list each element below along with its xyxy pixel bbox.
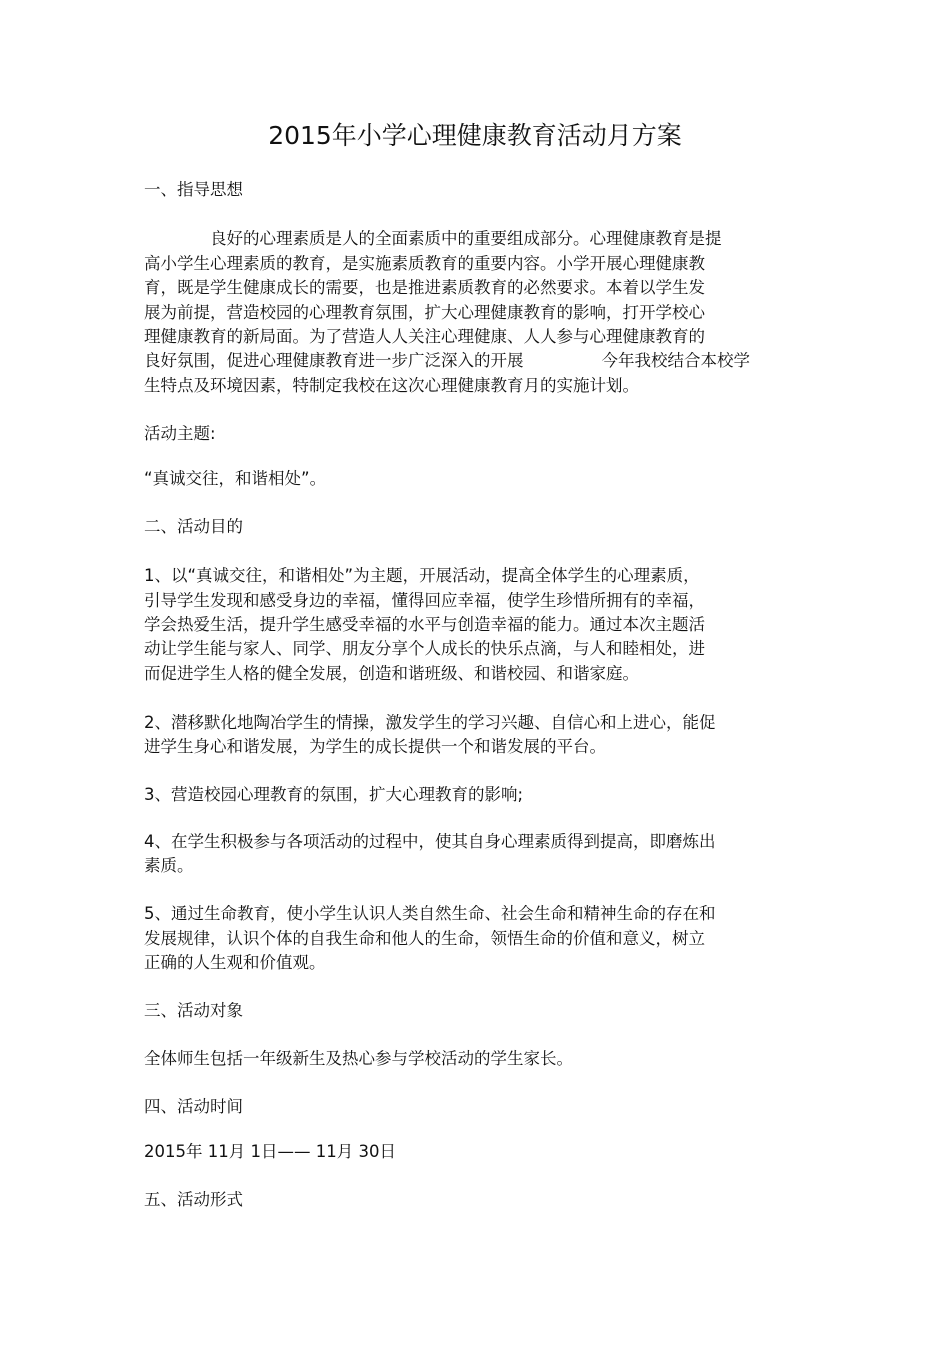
paragraph-guiding-line-3: 育，既是学生健康成长的需要，也是推进素质教育的必然要求。本着以学生发 (144, 278, 705, 297)
purpose-item-1-line-1: 1、以“真诚交往，和谐相处”为主题，开展活动，提高全体学生的心理素质， (144, 566, 700, 585)
paragraph-guiding-line-6-part-a: 良好氛围，促进心理健康教育进一步广泛深入的开展 (144, 351, 524, 370)
purpose-item-5-line-1: 5、通过生命教育，使小学生认识人类自然生命、社会生命和精神生命的存在和 (144, 904, 716, 923)
purpose-item-1-line-5: 而促进学生人格的健全发展，创造和谐班级、和谐校园、和谐家庭。 (144, 664, 639, 683)
purpose-item-4-line-2: 素质。 (144, 856, 194, 875)
purpose-item-1-line-3: 学会热爱生活，提升学生感受幸福的水平与创造幸福的能力。通过本次主题活 (144, 615, 705, 634)
section-heading-time: 四、活动时间 (144, 1097, 243, 1116)
audience-text: 全体师生包括一年级新生及热心参与学校活动的学生家长。 (144, 1049, 573, 1068)
document-title: 2015年小学心理健康教育活动月方案 (268, 121, 682, 150)
purpose-item-4-line-1: 4、在学生积极参与各项活动的过程中，使其自身心理素质得到提高，即磨炼出 (144, 832, 716, 851)
paragraph-guiding-line-1: 良好的心理素质是人的全面素质中的重要组成部分。心理健康教育是提 (210, 229, 722, 248)
theme-value: “真诚交往，和谐相处”。 (144, 469, 327, 488)
purpose-item-1-line-2: 引导学生发现和感受身边的幸福，懂得回应幸福，使学生珍惜所拥有的幸福， (144, 591, 705, 610)
paragraph-guiding-line-5: 理健康教育的新局面。为了营造人人关注心理健康、人人参与心理健康教育的 (144, 327, 705, 346)
purpose-item-5-line-3: 正确的人生观和价值观。 (144, 953, 326, 972)
purpose-item-2-line-1: 2、潜移默化地陶冶学生的情操，激发学生的学习兴趣、自信心和上进心，能促 (144, 713, 716, 732)
purpose-item-3-line-1: 3、营造校园心理教育的氛围，扩大心理教育的影响; (144, 785, 524, 804)
time-range-text: 2015年 11月 1日—— 11月 30日 (144, 1142, 396, 1161)
paragraph-guiding-line-6 (144, 350, 750, 372)
paragraph-guiding-line-6-part-b: 今年我校结合本校学 (601, 351, 750, 370)
theme-label: 活动主题: (144, 424, 216, 443)
paragraph-guiding-line-4: 展为前提，营造校园的心理教育氛围，扩大心理健康教育的影响，打开学校心 (144, 303, 705, 322)
purpose-item-1-line-4: 动让学生能与家人、同学、朋友分享个人成长的快乐点滴，与人和睦相处，进 (144, 639, 705, 658)
section-heading-audience: 三、活动对象 (144, 1001, 243, 1020)
section-heading-purpose: 二、活动目的 (144, 517, 243, 536)
paragraph-guiding-line-7: 生特点及环境因素，特制定我校在这次心理健康教育月的实施计划。 (144, 376, 639, 395)
paragraph-guiding-line-2: 高小学生心理素质的教育，是实施素质教育的重要内容。小学开展心理健康教 (144, 254, 705, 273)
section-heading-guiding-thought: 一、指导思想 (144, 180, 243, 199)
purpose-item-5-line-2: 发展规律，认识个体的自我生命和他人的生命，领悟生命的价值和意义，树立 (144, 929, 705, 948)
purpose-item-2-line-2: 进学生身心和谐发展，为学生的成长提供一个和谐发展的平台。 (144, 737, 606, 756)
section-heading-format: 五、活动形式 (144, 1190, 243, 1209)
